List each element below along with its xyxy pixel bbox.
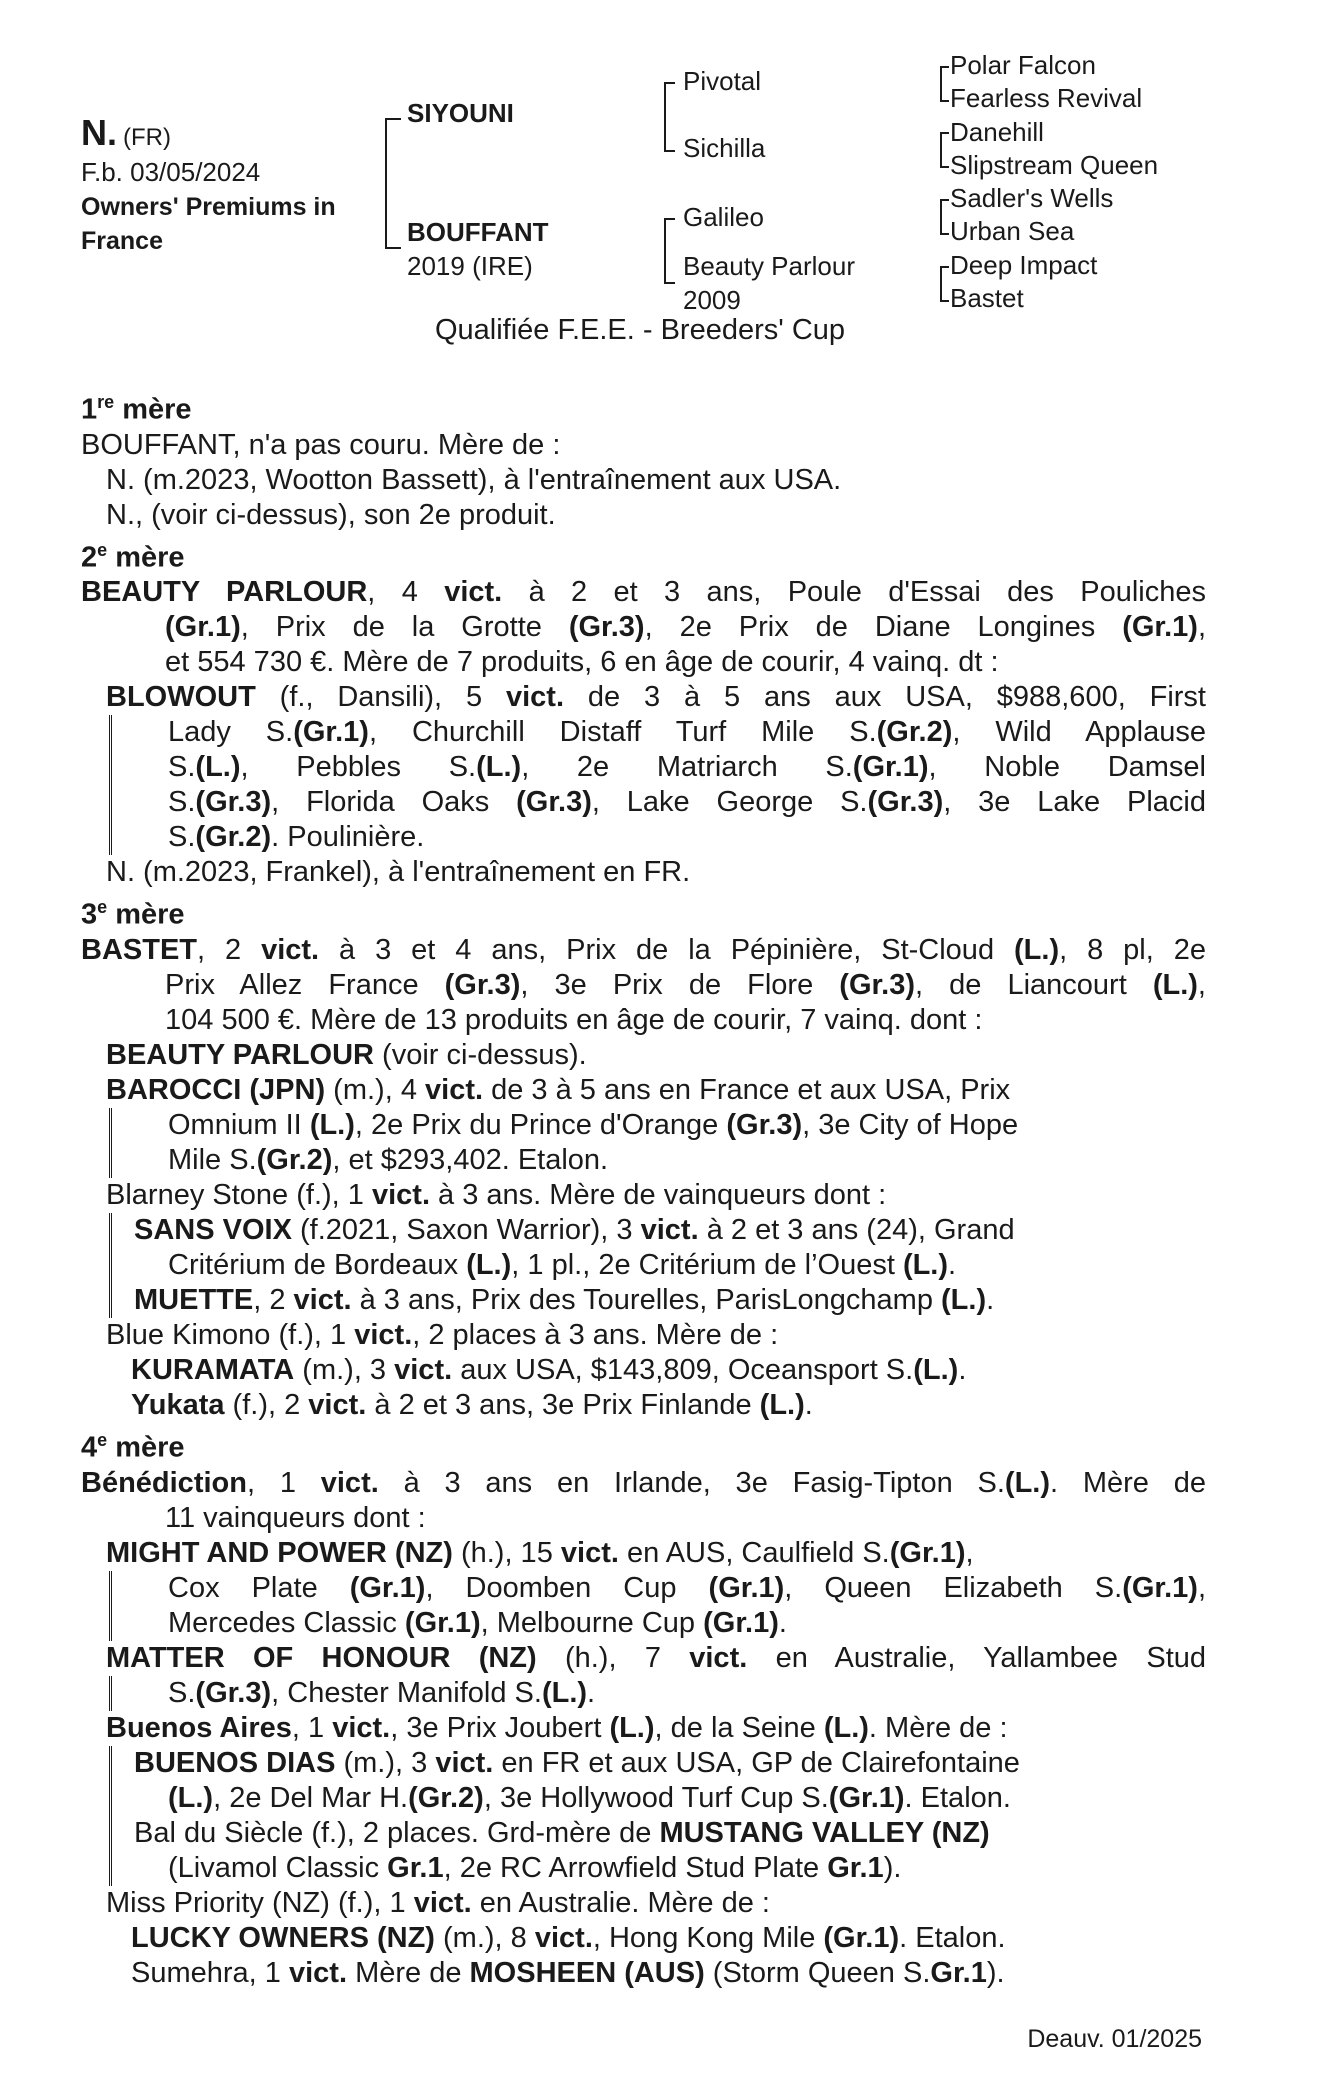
text-line: BUENOS DIAS (m.), 3 vict. en FR et aux USA, GP de Clairefontaine	[109, 1746, 1206, 1781]
pedigree-bracket-sire	[664, 82, 675, 152]
pedigree-gg6: Urban Sea	[950, 216, 1075, 246]
text-line: et 554 730 €. Mère de 7 produits, 6 en âge de courir, 4 vainq. dt :	[165, 646, 999, 679]
text-line: S.(Gr.2). Poulinière.	[109, 820, 1206, 855]
text-line: MIGHT AND POWER (NZ) (h.), 15 vict. en AUS, Caulfield S.(Gr.1),	[106, 1536, 974, 1569]
text-line: Buenos Aires, 1 vict., 3e Prix Joubert (L.), de la Seine (L.). Mère de :	[106, 1711, 1008, 1744]
text-line: Cox Plate (Gr.1), Doomben Cup (Gr.1), Queen Elizabeth S.(Gr.1),	[109, 1571, 1206, 1606]
text-line: Blarney Stone (f.), 1 vict. à 3 ans. Mère de vainqueurs dont :	[106, 1178, 887, 1211]
horse-name: N. (FR)	[81, 112, 171, 153]
owners-premiums: Owners' Premiums in France	[81, 193, 336, 255]
text-line: N., (voir ci-dessus), son 2e produit.	[106, 498, 556, 531]
text-line: BEAUTY PARLOUR (voir ci-dessus).	[106, 1038, 587, 1071]
pedigree-dam-info: 2019 (IRE)	[407, 251, 533, 281]
pedigree-gg5: Sadler's Wells	[950, 183, 1114, 213]
text-line: S.(Gr.3), Chester Manifold S.(L.).	[109, 1676, 1206, 1711]
pedigree-gg4: Slipstream Queen	[950, 150, 1159, 180]
pedigree-gg3: Danehill	[950, 117, 1044, 147]
text-line: (Gr.1), Prix de la Grotte (Gr.3), 2e Prix de Diane Longines (Gr.1),	[165, 611, 1207, 644]
pedigree-dam-dam: Beauty Parlour	[683, 251, 855, 281]
text-line: Critérium de Bordeaux (L.), 1 pl., 2e Critérium de l’Ouest (L.).	[109, 1248, 1206, 1283]
pedigree-bracket-g34	[940, 132, 949, 168]
text-line: KURAMATA (m.), 3 vict. aux USA, $143,809, Oceansport S.(L.).	[131, 1353, 967, 1386]
text-line: Mile S.(Gr.2), et $293,402. Etalon.	[109, 1143, 1206, 1178]
pedigree-bracket-g12	[940, 66, 949, 102]
text-line: N. (m.2023, Wootton Bassett), à l'entraînement aux USA.	[106, 463, 842, 496]
text-line: MATTER OF HONOUR (NZ) (h.), 7 vict. en Australie, Yallambee Stud	[106, 1641, 1207, 1674]
text-line: BOUFFANT, n'a pas couru. Mère de :	[81, 428, 561, 461]
text-line: Omnium II (L.), 2e Prix du Prince d'Orange (Gr.3), 3e City of Hope	[109, 1108, 1206, 1143]
heading-1re-mere: 1re mère	[81, 392, 192, 426]
text-line: (L.), 2e Del Mar H.(Gr.2), 3e Hollywood Turf Cup S.(Gr.1). Etalon.	[109, 1781, 1206, 1816]
text-line: 11 vainqueurs dont :	[165, 1501, 426, 1534]
text-line: BEAUTY PARLOUR, 4 vict. à 2 et 3 ans, Poule d'Essai des Pouliches	[81, 576, 1206, 609]
text-line: Sumehra, 1 vict. Mère de MOSHEEN (AUS) (Storm Queen S.Gr.1).	[131, 1956, 1005, 1989]
text-line: S.(Gr.3), Florida Oaks (Gr.3), Lake George S.(Gr.3), 3e Lake Placid	[109, 785, 1206, 820]
text-line: BAROCCI (JPN) (m.), 4 vict. de 3 à 5 ans en France et aux USA, Prix	[106, 1073, 1011, 1106]
text-line: S.(L.), Pebbles S.(L.), 2e Matriarch S.(Gr.1), Noble Damsel	[109, 750, 1206, 785]
pedigree-gg7: Deep Impact	[950, 250, 1098, 280]
horse-info: F.b. 03/05/2024	[81, 157, 261, 187]
pedigree-gg1: Polar Falcon	[950, 50, 1096, 80]
text-line: N. (m.2023, Frankel), à l'entraînement en FR.	[106, 856, 691, 889]
text-line: Lady S.(Gr.1), Churchill Distaff Turf Mile S.(Gr.2), Wild Applause	[109, 715, 1206, 750]
text-line: 104 500 €. Mère de 13 produits en âge de courir, 7 vainq. dont :	[165, 1003, 983, 1036]
text-line: BLOWOUT (f., Dansili), 5 vict. de 3 à 5 ans aux USA, $988,600, First	[106, 681, 1206, 714]
pedigree-notes	[81, 385, 1206, 1991]
pedigree-bracket-main	[385, 118, 401, 249]
pedigree-dam-sire: Galileo	[683, 202, 764, 232]
horse-origin: (FR)	[123, 124, 171, 151]
pedigree-bracket-g56	[940, 199, 949, 235]
heading-3e-mere: 3e mère	[81, 897, 185, 931]
text-line: Bénédiction, 1 vict. à 3 ans en Irlande, 3e Fasig-Tipton S.(L.). Mère de	[81, 1466, 1206, 1499]
text-line: Mercedes Classic (Gr.1), Melbourne Cup (Gr.1).	[109, 1606, 1206, 1641]
text-line: MUETTE, 2 vict. à 3 ans, Prix des Tourelles, ParisLongchamp (L.).	[109, 1283, 1206, 1318]
footer-sale-reference: Deauv. 01/2025	[1027, 2025, 1202, 2053]
pedigree-dam-dam-year: 2009	[683, 285, 741, 315]
text-line: Bal du Siècle (f.), 2 places. Grd-mère de MUSTANG VALLEY (NZ)	[109, 1816, 1206, 1851]
pedigree-sire: SIYOUNI	[407, 98, 514, 128]
text-line: Yukata (f.), 2 vict. à 2 et 3 ans, 3e Prix Finlande (L.).	[131, 1388, 813, 1421]
pedigree-bracket-g78	[940, 266, 949, 302]
pedigree-gg8: Bastet	[950, 283, 1024, 313]
heading-4e-mere: 4e mère	[81, 1429, 185, 1464]
pedigree-dam: BOUFFANT	[407, 217, 549, 247]
pedigree-sire-dam: Sichilla	[683, 133, 766, 163]
text-line: LUCKY OWNERS (NZ) (m.), 8 vict., Hong Kong Mile (Gr.1). Etalon.	[131, 1921, 1006, 1954]
pedigree-bracket-dam	[664, 218, 675, 284]
text-line: BASTET, 2 vict. à 3 et 4 ans, Prix de la Pépinière, St-Cloud (L.), 8 pl, 2e	[81, 933, 1206, 966]
text-line: Prix Allez France (Gr.3), 3e Prix de Flore (Gr.3), de Liancourt (L.),	[165, 968, 1206, 1001]
text-line: SANS VOIX (f.2021, Saxon Warrior), 3 vict. à 2 et 3 ans (24), Grand	[109, 1213, 1206, 1248]
text-line: (Livamol Classic Gr.1, 2e RC Arrowfield Stud Plate Gr.1).	[109, 1851, 1206, 1886]
heading-2e-mere: 2e mère	[81, 539, 185, 574]
pedigree-gg2: Fearless Revival	[950, 83, 1143, 113]
text-line: Miss Priority (NZ) (f.), 1 vict. en Australie. Mère de :	[106, 1886, 770, 1919]
pedigree-sire-sire: Pivotal	[683, 66, 762, 96]
text-line: Blue Kimono (f.), 1 vict., 2 places à 3 ans. Mère de :	[106, 1318, 779, 1351]
qualification: Qualifiée F.E.E. - Breeders' Cup	[434, 314, 846, 346]
